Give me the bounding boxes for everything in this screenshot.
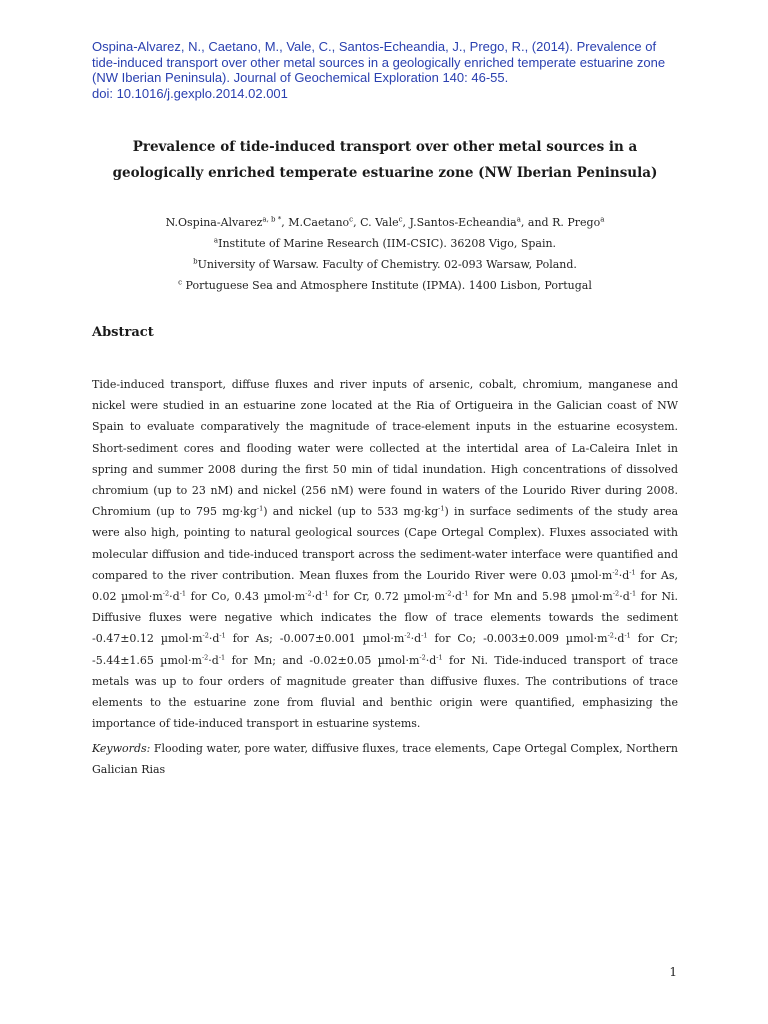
citation-line[interactable]: (NW Iberian Peninsula). Journal of Geochemical Exploration 140: 46-55.: [92, 70, 509, 85]
paper-title: [92, 134, 678, 186]
abstract-fragment: ·d: [613, 632, 625, 646]
author-name: N.Ospina-Alvarez: [165, 216, 263, 229]
superscript: -1: [421, 631, 428, 640]
abstract-heading: Abstract: [92, 325, 154, 340]
abstract-fragment: for Cr, 0.72 µmol·m: [328, 590, 446, 604]
superscript: -1: [436, 652, 443, 661]
abstract-fragment: ·d: [451, 590, 463, 604]
abstract-fragment: ·d: [208, 653, 219, 667]
affiliation-text: Institute of Marine Research (IIM-CSIC). 36208 Vigo, Spain.: [218, 237, 557, 250]
keywords-text: Flooding water, pore water, diffusive fluxes, trace elements, Cape Ortegal Complex, Northern Galician Rias: [92, 742, 678, 776]
citation-line[interactable]: Ospina-Alvarez, N., Caetano, M., Vale, C., Santos-Echeandia, J., Prego, R., (2014). Prevalence of: [92, 39, 657, 54]
affiliation-mark: c: [178, 278, 183, 287]
abstract-fragment: ) and nickel (up to 533 mg·kg: [263, 505, 439, 519]
abstract-text: [92, 374, 678, 734]
superscript: -2: [202, 631, 209, 640]
author-affiliation-mark: a, b *: [262, 215, 282, 224]
abstract-fragment: for As, 0.02 µmol·m: [92, 568, 679, 604]
superscript: -1: [322, 589, 329, 598]
author-name: , J.Santos-Echeandia: [402, 216, 517, 229]
superscript: -2: [612, 568, 619, 577]
superscript: -1: [219, 631, 226, 640]
superscript: -1: [218, 652, 226, 661]
title-line-1: Prevalence of tide-induced transport over other metal sources in a: [132, 139, 638, 155]
superscript: -2: [201, 652, 209, 661]
superscript: -2: [445, 589, 452, 598]
author-name: , M.Caetano: [281, 216, 350, 229]
abstract-fragment: Tide-induced transport, diffuse fluxes and river inputs of arsenic, cobalt, chromium, manganese and nickel were studied in an estuarine zone located at the Ria of Ortigueira in the Galician coast of NW Spain to evaluate comparatively the magnitude of trace-element inputs in the estuarine ecosystem. Short-sediment cores and flooding water were collected at the intertidal area of La-Caleira Inlet in spring and summer 2008 during the first 50 min of tidal inundation. High concentrations of dissolved chromium (up to 23 nM) and nickel (256 nM) were found in waters of the Lourido River during 2008. Chromium (up to 795 mg·kg: [92, 378, 678, 519]
abstract-fragment: ·d: [208, 632, 220, 646]
abstract-fragment: ·d: [425, 653, 437, 667]
superscript: -1: [256, 504, 264, 513]
affiliation: [92, 233, 678, 254]
superscript: -1: [629, 568, 636, 577]
superscript: -2: [419, 652, 426, 661]
superscript: -1: [624, 631, 631, 640]
title-line-2: geologically enriched temperate estuarine zone (NW Iberian Peninsula): [112, 165, 658, 181]
abstract-fragment: for Co, 0.43 µmol·m: [186, 590, 306, 604]
affiliation: [92, 275, 678, 296]
author-list: [92, 212, 678, 233]
abstract-fragment: for Mn; and -0.02±0.05 µmol·m: [225, 653, 420, 667]
abstract-fragment: for Ni. Diffusive fluxes were negative which indicates the flow of trace elements towards the sediment -0.47±0.12 µmol·m: [92, 590, 678, 646]
abstract-fragment: ·d: [618, 568, 630, 582]
superscript: -2: [612, 589, 620, 598]
superscript: -2: [305, 589, 312, 598]
abstract-fragment: for As; -0.007±0.001 µmol·m: [225, 632, 405, 646]
superscript: -1: [629, 589, 637, 598]
citation-line[interactable]: tide-induced transport over other metal sources in a geologically enriched temperate estuarine zone: [92, 54, 666, 70]
abstract-fragment: ) in surface sediments of the study area were also high, pointing to natural geological sources (Cape Ortegal Complex). Fluxes associated with molecular diffusion and tide-induced transport across the sediment-water interface were quantified and compared to the river contribution. Mean fluxes from the Lourido River were 0.03 µmol·m: [92, 505, 679, 582]
abstract-fragment: ·d: [169, 590, 180, 604]
abstract-fragment: for Cr; -5.44±1.65 µmol·m: [92, 632, 679, 667]
author-affiliation-mark: c: [398, 215, 403, 224]
author-affiliation-mark: c: [349, 215, 354, 224]
citation-doi[interactable]: doi: 10.1016/j.gexplo.2014.02.001: [92, 85, 288, 101]
superscript: -1: [179, 589, 187, 598]
superscript: -1: [462, 589, 469, 598]
keywords-section: [92, 738, 678, 780]
abstract-fragment: for Ni. Tide-induced transport of trace metals was up to four orders of magnitude greater than diffusive fluxes. The contributions of trace elements to the estuarine zone from fluvial and benthic origin were quantified, emphasizing the importance of tide-induced transport in estuarine systems.: [92, 653, 678, 731]
affiliation: [92, 254, 678, 275]
abstract-fragment: for Mn and 5.98 µmol·m: [468, 590, 613, 604]
affiliation-text: Portuguese Sea and Atmosphere Institute (IPMA). 1400 Lisbon, Portugal: [182, 279, 592, 292]
author-affiliation-mark: a: [516, 215, 521, 224]
abstract-fragment: for Co; -0.003±0.009 µmol·m: [427, 632, 608, 646]
affiliation-text: University of Warsaw. Faculty of Chemistry. 02-093 Warsaw, Poland.: [197, 258, 577, 271]
abstract-fragment: ·d: [410, 632, 422, 646]
citation-reference[interactable]: [92, 39, 678, 101]
superscript: -2: [607, 631, 614, 640]
superscript: -1: [438, 504, 445, 513]
author-name: , and R. Prego: [520, 216, 601, 229]
affiliation-mark: b: [193, 257, 198, 266]
superscript: -2: [162, 589, 170, 598]
author-block: [92, 212, 678, 296]
author-affiliation-mark: a: [600, 215, 605, 224]
author-name: , C. Vale: [353, 216, 399, 229]
affiliation-mark: a: [213, 236, 219, 245]
abstract-fragment: ·d: [619, 590, 630, 604]
abstract-fragment: ·d: [311, 590, 323, 604]
keywords-label: Keywords:: [92, 742, 151, 755]
superscript: -2: [404, 631, 411, 640]
page-number: 1: [669, 965, 677, 979]
